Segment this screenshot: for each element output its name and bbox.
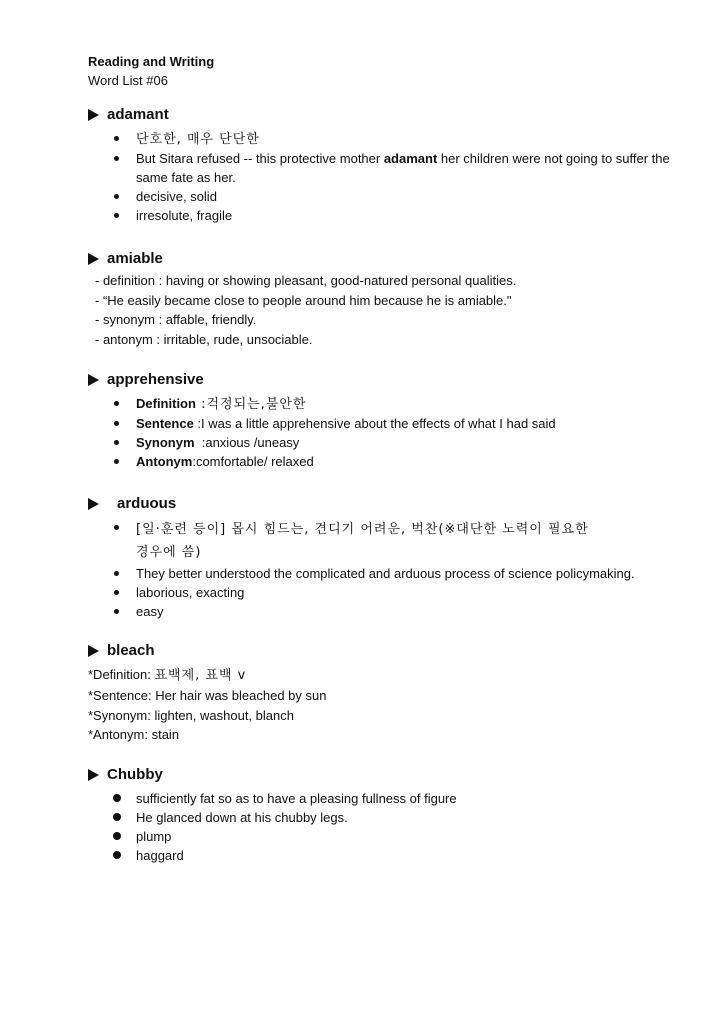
antonym-line: - antonym : irritable, rude, unsociable. <box>95 331 313 347</box>
definition-line: - definition : having or showing pleasant, good-natured personal qualities. <box>95 273 517 288</box>
bullet-icon <box>114 156 119 161</box>
word-title: bleach <box>107 642 155 659</box>
document-title: Reading and Writing <box>88 54 215 69</box>
list-item: Sentence :I was a little apprehensive about the effects of what I had said <box>88 414 688 433</box>
triangle-right-icon <box>88 253 99 265</box>
bullet-icon <box>114 194 119 199</box>
list-item: But Sitara refused -- this protective mother adamant her children were not going to suffer the same fate as her. <box>88 149 688 187</box>
bullet-icon <box>114 571 119 576</box>
list-item: laborious, exacting <box>88 583 688 602</box>
word-section-amiable <box>88 248 688 349</box>
word-section-apprehensive <box>88 369 688 471</box>
list-item: 단호한, 매우 단단한 <box>88 129 688 149</box>
list-item: Synonym :anxious /uneasy <box>88 433 688 452</box>
bullet-icon <box>113 851 121 859</box>
word-title: Chubby <box>107 766 163 783</box>
bullet-icon <box>113 832 121 840</box>
word-section-arduous <box>88 493 688 621</box>
list-item: sufficiently fat so as to have a pleasing fullness of figure <box>88 789 688 808</box>
list-item: Antonym:comfortable/ relaxed <box>88 452 688 471</box>
word-heading <box>88 369 688 391</box>
word-details <box>88 271 688 349</box>
word-details <box>88 394 688 471</box>
synonym-line: - synonym : affable, friendly. <box>95 312 257 327</box>
bullet-icon <box>114 136 119 141</box>
bullet-icon <box>114 213 119 218</box>
word-heading <box>88 764 688 786</box>
word-section-adamant <box>88 104 688 225</box>
word-details <box>88 789 688 865</box>
list-item: [일·훈련 등이] 몹시 힘드는, 견디기 어려운, 벅찬(※대단한 노력이 필요한 경우에 씀) <box>88 518 688 564</box>
list-item: Definition :걱정되는,불안한 <box>88 394 688 414</box>
bullet-icon <box>114 609 119 614</box>
list-item: irresolute, fragile <box>88 206 688 225</box>
triangle-right-icon <box>88 769 99 781</box>
antonym-line: *Antonym: stain <box>88 727 180 742</box>
word-title: arduous <box>117 495 177 512</box>
list-item: decisive, solid <box>88 187 688 206</box>
word-title: adamant <box>107 106 169 123</box>
word-heading <box>88 248 688 270</box>
bullet-icon <box>114 440 119 445</box>
document-subtitle: Word List #06 <box>88 73 168 88</box>
bullet-icon <box>114 525 119 530</box>
bullet-icon <box>114 459 119 464</box>
triangle-right-icon <box>88 498 99 510</box>
triangle-right-icon <box>88 374 99 386</box>
word-details <box>88 518 688 621</box>
triangle-right-icon <box>88 645 99 657</box>
list-item: plump <box>88 827 688 846</box>
word-details <box>88 664 688 745</box>
bullet-icon <box>114 401 119 406</box>
synonym-line: *Synonym: lighten, washout, blanch <box>88 707 294 723</box>
bullet-icon <box>114 421 119 426</box>
word-section-bleach <box>88 640 688 745</box>
word-heading <box>88 104 688 126</box>
word-heading <box>88 640 688 662</box>
definition-line: *Definition: 표백제, 표백 v <box>88 667 247 683</box>
bullet-icon <box>113 794 121 802</box>
word-title: apprehensive <box>107 371 204 388</box>
word-section-chubby <box>88 764 688 865</box>
bullet-icon <box>114 590 119 595</box>
bullet-icon <box>113 813 121 821</box>
list-item: They better understood the complicated and arduous process of science policymaking. <box>88 564 688 583</box>
word-heading <box>88 493 688 515</box>
list-item: easy <box>88 602 688 621</box>
triangle-right-icon <box>88 109 99 121</box>
sentence-line: - “He easily became close to people around him because he is amiable." <box>95 292 512 308</box>
word-details <box>88 129 688 225</box>
word-title: amiable <box>107 250 163 267</box>
list-item: He glanced down at his chubby legs. <box>88 808 688 827</box>
sentence-line: *Sentence: Her hair was bleached by sun <box>88 688 327 703</box>
document-header <box>88 52 214 90</box>
list-item: haggard <box>88 846 688 865</box>
